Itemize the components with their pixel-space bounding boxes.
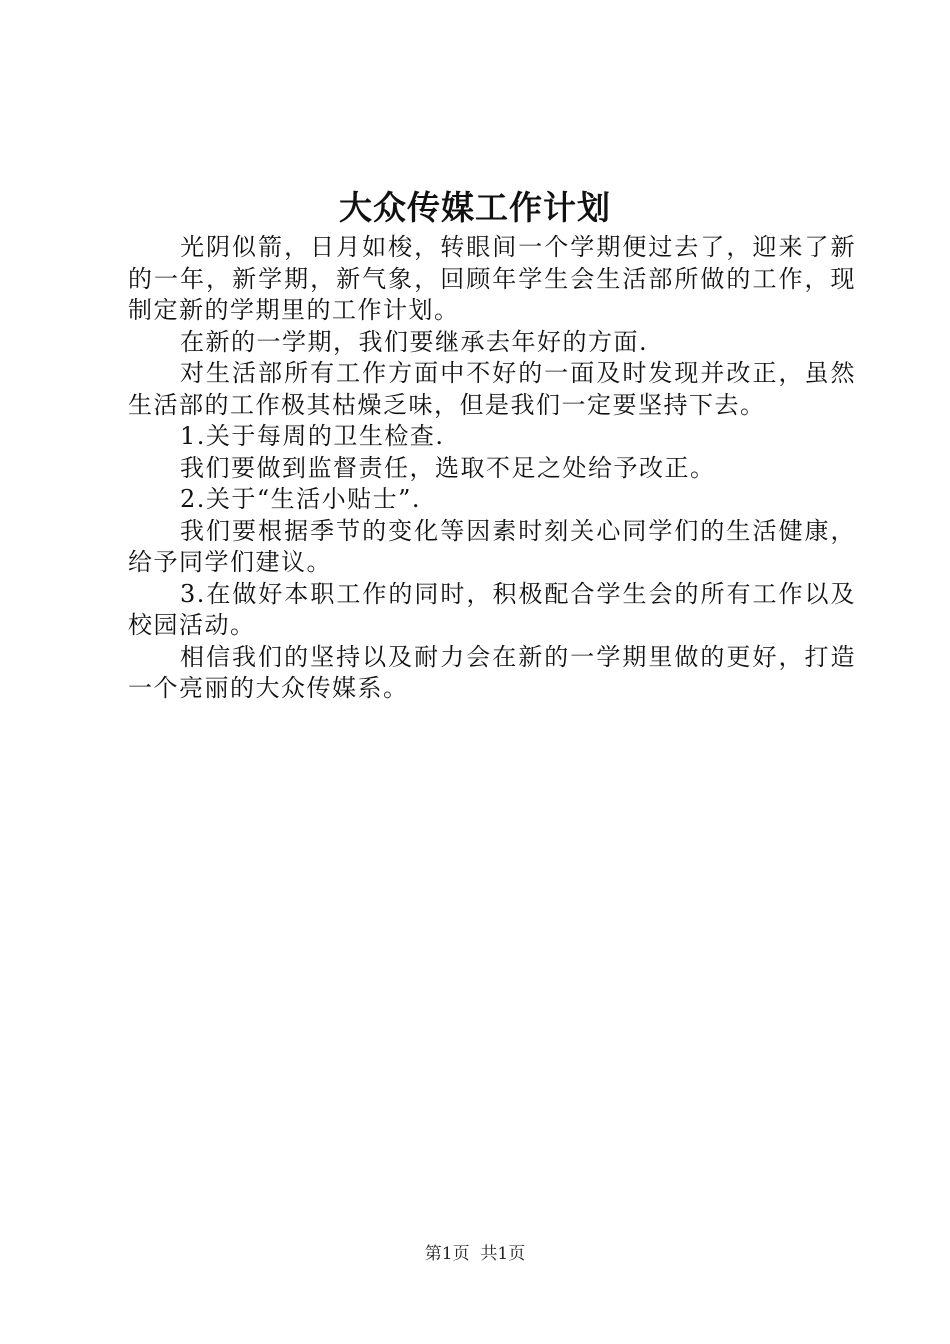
- item-2-detail: 我们要根据季节的变化等因素时刻关心同学们的生活健康，给予同学们建议。: [128, 516, 856, 576]
- paragraph-inherit: 在新的一学期，我们要继承去年好的方面.: [180, 327, 649, 356]
- document-body: [128, 232, 856, 705]
- document-title: 大众传媒工作计划: [339, 188, 611, 227]
- item-1-heading: 1.关于每周的卫生检查.: [180, 422, 445, 450]
- paragraph-improve: 对生活部所有工作方面中不好的一面及时发现并改正，虽然生活部的工作极其枯燥乏味，但是我们一定要坚持下去。: [128, 359, 856, 419]
- paragraph-closing: 相信我们的坚持以及耐力会在新的一学期里做的更好，打造一个亮丽的大众传媒系。: [128, 642, 856, 702]
- item-1-detail: 我们要做到监督责任，选取不足之处给予改正。: [180, 453, 716, 482]
- item-3: 3.在做好本职工作的同时，积极配合学生会的所有工作以及校园活动。: [128, 579, 856, 639]
- page-footer: 第1页 共1页: [424, 1244, 526, 1264]
- item-2-heading: 2.关于“生活小贴士”.: [180, 485, 422, 513]
- paragraph-intro: 光阴似箭，日月如梭，转眼间一个学期便过去了，迎来了新的一年，新学期，新气象，回顾年学生会生活部所做的工作，现制定新的学期里的工作计划。: [128, 233, 856, 324]
